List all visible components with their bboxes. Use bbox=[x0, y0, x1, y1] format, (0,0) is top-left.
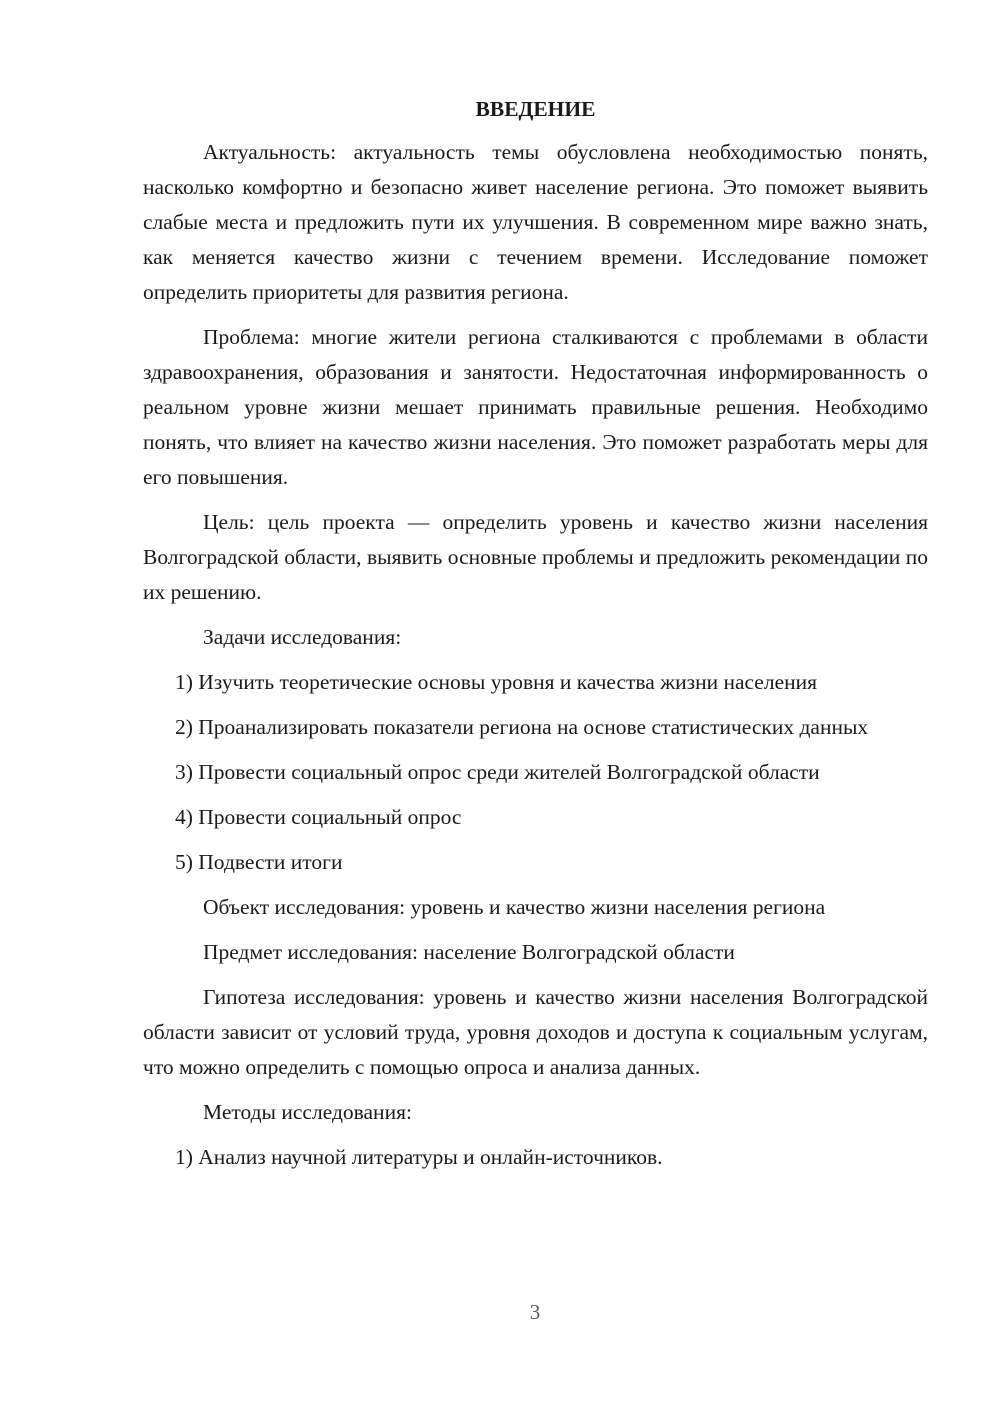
page-title: ВВЕДЕНИЕ bbox=[475, 97, 596, 121]
hypothesis-paragraph: Гипотеза исследования: уровень и качество жизни населения Волгоградской области зависит от условий труда, уровня доходов и доступа к социальным услугам, что можно определить с помощью опроса и анализа данных. bbox=[143, 985, 928, 1079]
subject-line: Предмет исследования: население Волгоградской области bbox=[203, 940, 735, 964]
task-item: 5) Подвести итоги bbox=[175, 850, 343, 874]
task-item: 4) Провести социальный опрос bbox=[175, 805, 462, 829]
task-item: 2) Проанализировать показатели региона на основе статистических данных bbox=[175, 715, 869, 739]
tasks-heading: Задачи исследования: bbox=[203, 625, 402, 649]
document-body bbox=[143, 92, 928, 1185]
task-item: 3) Провести социальный опрос среди жителей Волгоградской области bbox=[175, 760, 820, 784]
methods-heading: Методы исследования: bbox=[203, 1100, 412, 1124]
relevance-paragraph: Актуальность: актуальность темы обусловлена необходимостью понять, насколько комфортно и безопасно живет население региона. Это поможет выявить слабые места и предложить пути их улучшения. В современном мире важно знать, как меняется качество жизни с течением времени. Исследование поможет определить приоритеты для развития региона. bbox=[143, 140, 928, 304]
page-number: 3 bbox=[529, 1300, 541, 1324]
method-item: 1) Анализ научной литературы и онлайн-источников. bbox=[175, 1145, 663, 1169]
goal-paragraph: Цель: цель проекта — определить уровень и качество жизни населения Волгоградской области, выявить основные проблемы и предложить рекомендации по их решению. bbox=[143, 510, 928, 604]
problem-paragraph: Проблема: многие жители региона сталкиваются с проблемами в области здравоохранения, образования и занятости. Недостаточная информированность о реальном уровне жизни мешает принимать правильные решения. Необходимо понять, что влияет на качество жизни населения. Это поможет разработать меры для его повышения. bbox=[143, 325, 928, 489]
object-line: Объект исследования: уровень и качество жизни населения региона bbox=[203, 895, 826, 919]
task-item: 1) Изучить теоретические основы уровня и качества жизни населения bbox=[175, 670, 818, 694]
